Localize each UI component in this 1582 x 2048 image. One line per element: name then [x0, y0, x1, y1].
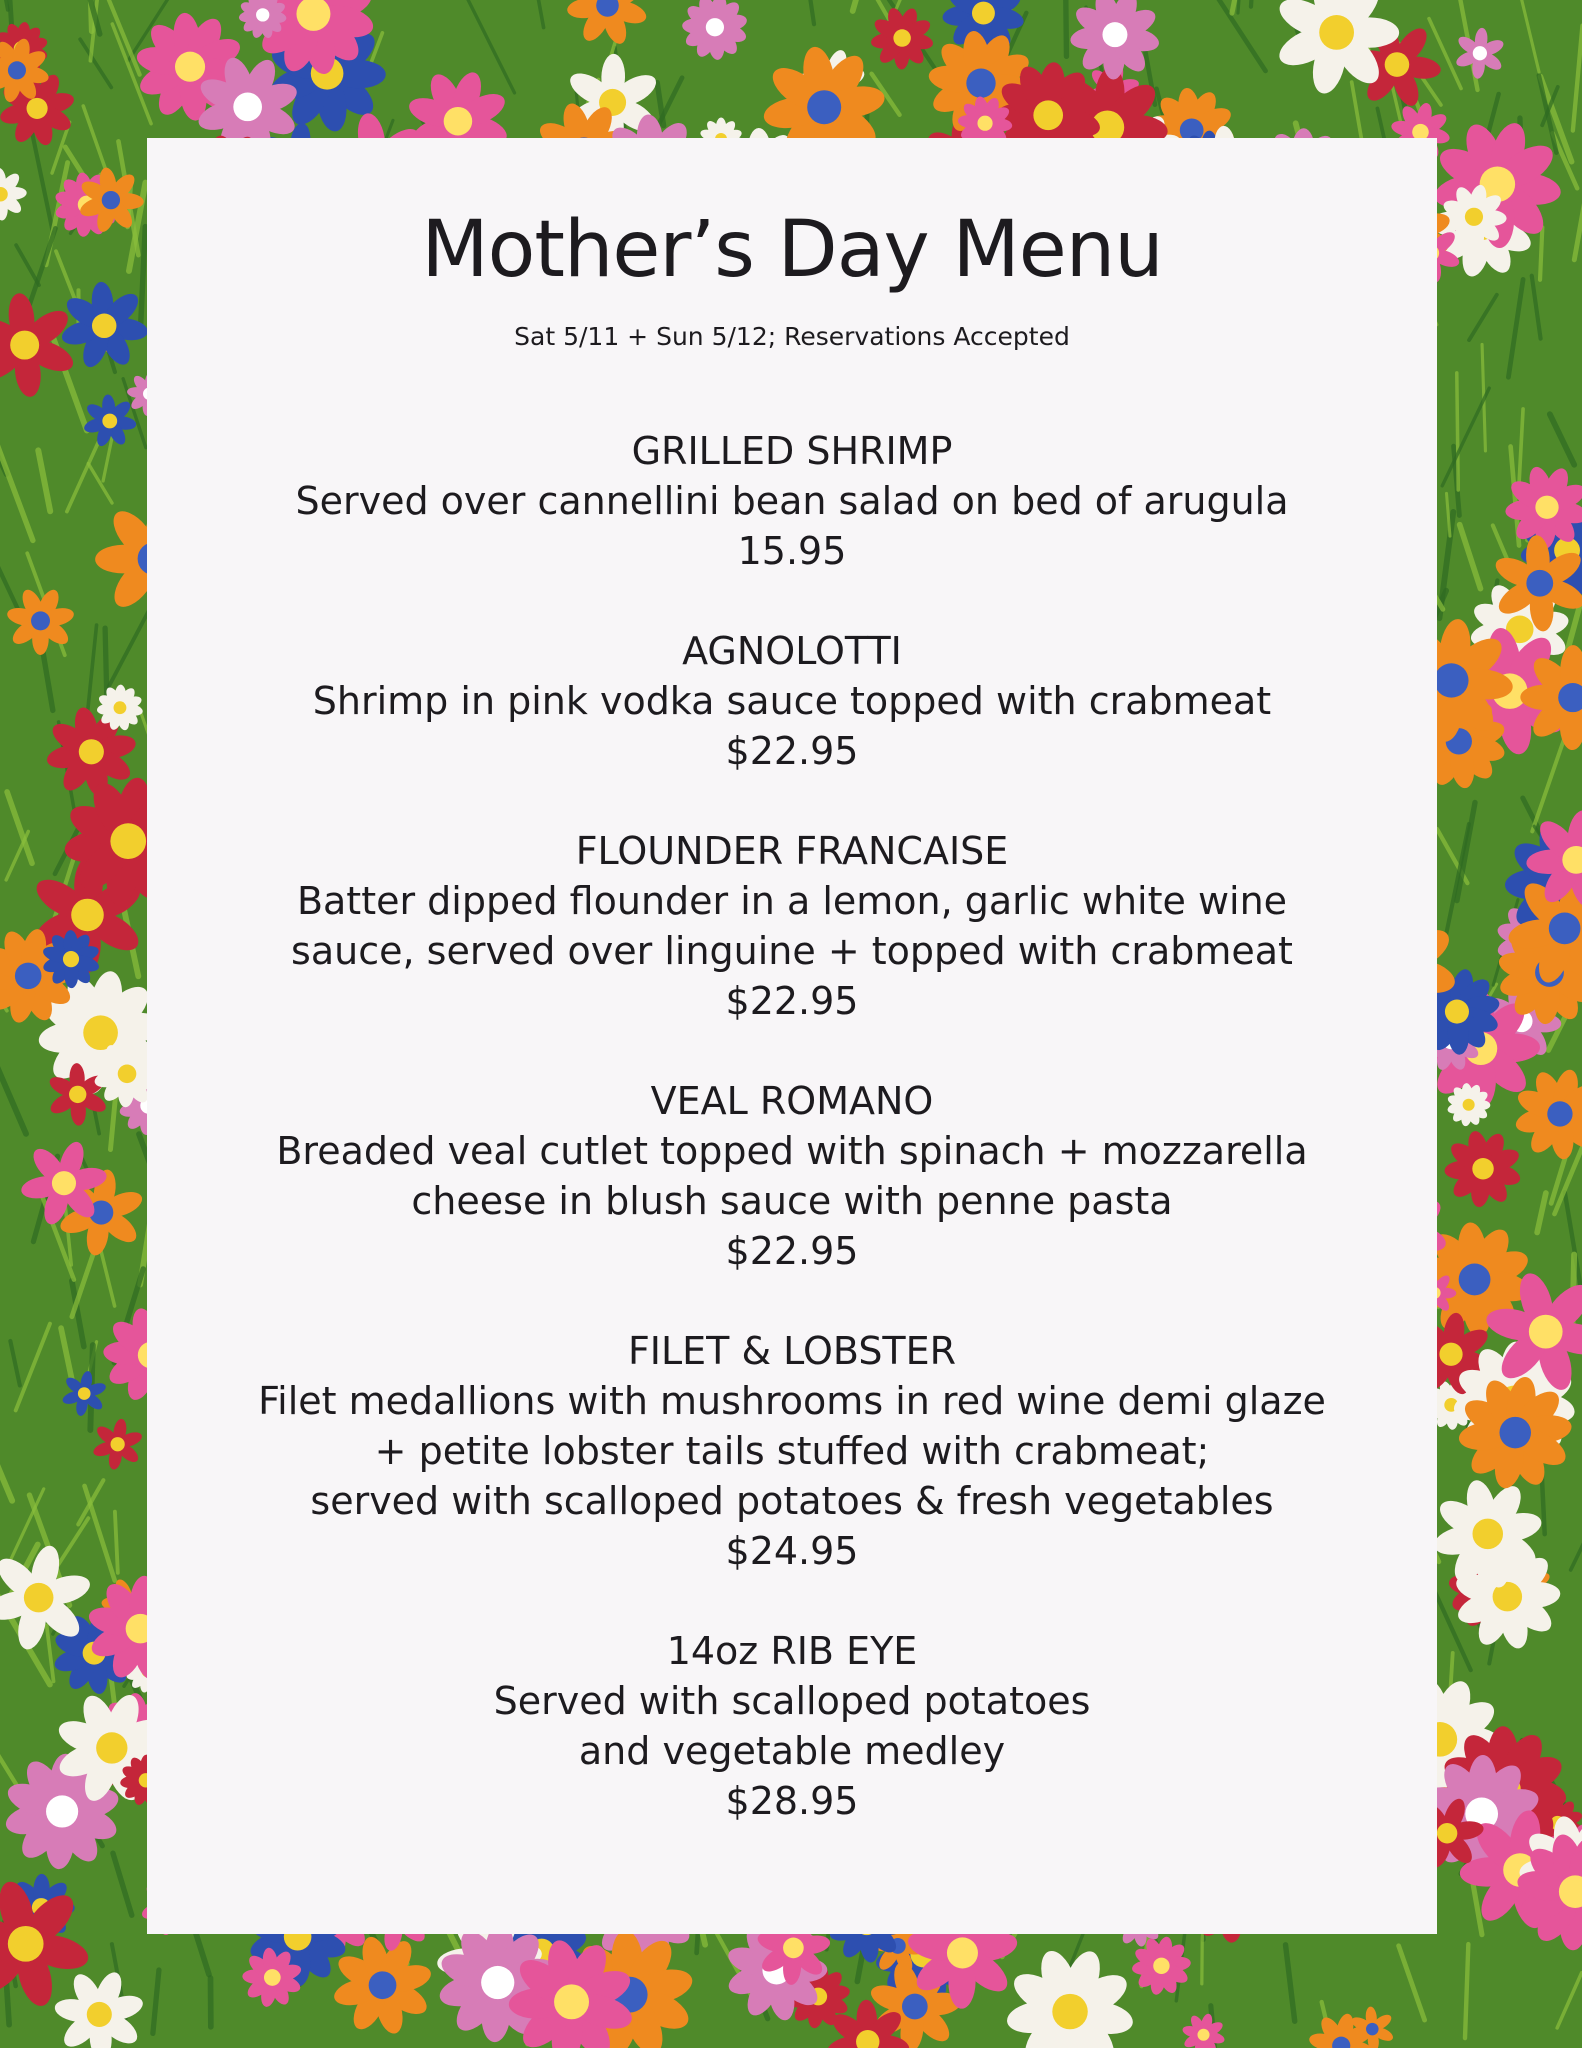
menu-item-agnolotti: [147, 626, 1437, 776]
item-price: $22.95: [725, 729, 859, 773]
item-description-line: + petite lobster tails stuffed with crabmeat;: [374, 1429, 1210, 1473]
page-title: Mother’s Day Menu: [421, 205, 1163, 295]
item-price: $28.95: [725, 1779, 859, 1823]
item-name: 14oz RIB EYE: [666, 1629, 918, 1673]
menu-subtitle: Sat 5/11 + Sun 5/12; Reservations Accepted: [514, 322, 1070, 351]
item-price: $22.95: [725, 1229, 859, 1273]
item-description-line: Breaded veal cutlet topped with spinach + mozzarella: [276, 1129, 1308, 1173]
menu-card: [147, 138, 1437, 1934]
menu-item-filet-lobster: [147, 1326, 1437, 1576]
item-description-line: Filet medallions with mushrooms in red wine demi glaze: [258, 1379, 1326, 1423]
menu-item-rib-eye: [147, 1626, 1437, 1826]
item-name: FILET & LOBSTER: [627, 1329, 957, 1373]
menu-item-veal-romano: [147, 1076, 1437, 1276]
menu-item-flounder-francaise: [147, 826, 1437, 1026]
item-description-line: Served over cannellini bean salad on bed of arugula: [295, 479, 1289, 523]
item-description-line: Shrimp in pink vodka sauce topped with crabmeat: [312, 679, 1272, 723]
item-name: GRILLED SHRIMP: [631, 429, 953, 473]
item-description-line: served with scalloped potatoes & fresh vegetables: [310, 1479, 1274, 1523]
item-price: $22.95: [725, 979, 859, 1023]
item-price: $24.95: [725, 1529, 859, 1573]
item-description-line: Batter dipped flounder in a lemon, garlic white wine: [296, 879, 1288, 923]
menu-items: [147, 426, 1437, 1876]
menu-item-grilled-shrimp: [147, 426, 1437, 576]
item-price: 15.95: [737, 529, 847, 573]
item-description-line: and vegetable medley: [578, 1729, 1006, 1773]
item-name: FLOUNDER FRANCAISE: [575, 829, 1009, 873]
item-description-line: sauce, served over linguine + topped with crabmeat: [291, 929, 1293, 973]
item-description-line: cheese in blush sauce with penne pasta: [411, 1179, 1173, 1223]
item-description-line: Served with scalloped potatoes: [493, 1679, 1091, 1723]
item-name: AGNOLOTTI: [682, 629, 902, 673]
item-name: VEAL ROMANO: [650, 1079, 934, 1123]
